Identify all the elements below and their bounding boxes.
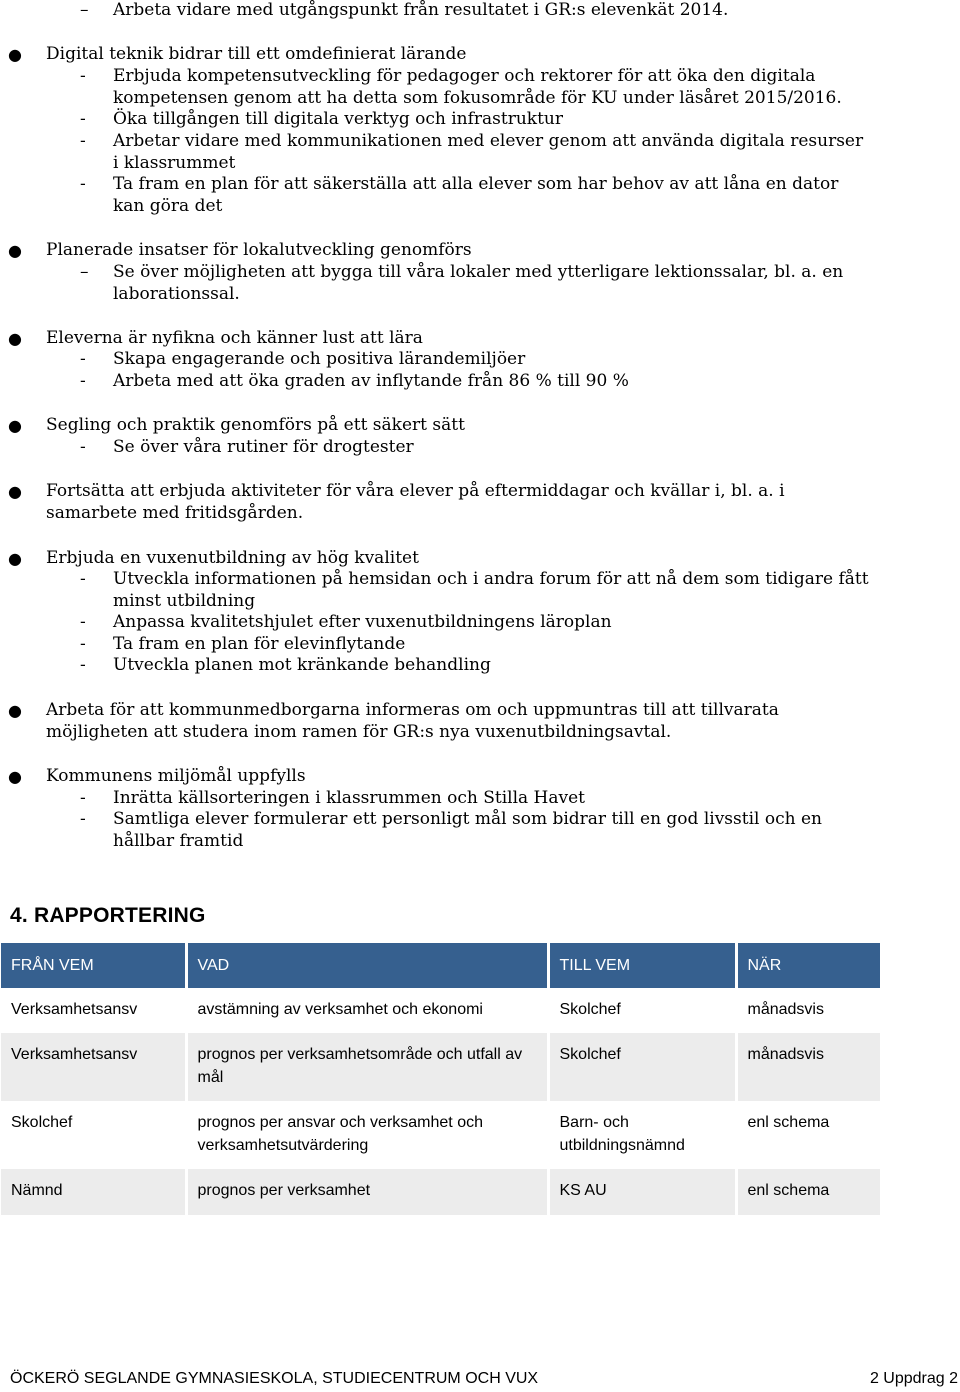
sub-item: - Erbjuda kompetensutveckling för pedagoger och rektorer för att öka den digitala kompetensen genom att ha detta som fokusområde för KU under läsåret 2015/2016.	[80, 66, 842, 108]
table-cell: Barn- och utbildningsnämnd	[548, 1101, 736, 1169]
page-footer	[10, 1370, 958, 1388]
sub-item: - Inrätta källsorteringen i klassrummen och Stilla Havet	[80, 788, 586, 808]
sub-item: - Skapa engagerande och positiva lärandemiljöer	[80, 349, 526, 369]
table-cell: Nämnd	[1, 1169, 186, 1215]
section-heading: 4. RAPPORTERING	[10, 904, 206, 927]
sub-item: - Utveckla planen mot kränkande behandling	[80, 655, 491, 675]
bullet-item: ● Arbeta för att kommunmedborgarna informeras om och uppmuntras till att tillvarata möjligheten att studera inom ramen för GR:s nya vuxenutbildningsavtal.	[8, 700, 779, 742]
table-row	[1, 1033, 880, 1101]
table-cell: prognos per ansvar och verksamhet och verksamhetsutvärdering	[186, 1101, 548, 1169]
bullet-item: ● Eleverna är nyfikna och känner lust att lära	[8, 328, 423, 348]
table-row	[1, 1101, 880, 1169]
page-number: 2 Uppdrag 2	[869, 1370, 958, 1387]
sub-item: - Anpassa kvalitetshjulet efter vuxenutbildningens läroplan	[80, 612, 612, 632]
bullet-item: ● Segling och praktik genomförs på ett säkert sätt	[8, 415, 465, 435]
bullet-item: ● Fortsätta att erbjuda aktiviteter för våra elever på eftermiddagar och kvällar i, bl. a. i samarbete med fritidsgården.	[8, 481, 785, 523]
table-cell: Skolchef	[548, 988, 736, 1033]
sub-item: - Samtliga elever formulerar ett personligt mål som bidrar till en god livsstil och en hållbar framtid	[80, 809, 822, 851]
table-cell: prognos per verksamhetsområde och utfall av mål	[186, 1033, 548, 1101]
sub-item: – Se över möjligheten att bygga till våra lokaler med ytterligare lektionssalar, bl. a. en laborationssal.	[80, 262, 844, 304]
table-row	[1, 988, 880, 1033]
table-cell: enl schema	[736, 1169, 880, 1215]
table-cell: Skolchef	[548, 1033, 736, 1101]
table-cell: månadsvis	[747, 1001, 824, 1018]
column-header: TILL VEM	[548, 943, 736, 988]
bullet-item: ● Digital teknik bidrar till ett omdefinierat lärande	[8, 44, 467, 64]
column-header: FRÅN VEM	[1, 943, 186, 988]
table-cell: månadsvis	[736, 1033, 880, 1101]
sub-item: - Utveckla informationen på hemsidan och i andra forum för att nå dem som tidigare fått minst utbildning	[80, 569, 869, 611]
table-cell: avstämning av verksamhet och ekonomi	[186, 988, 548, 1033]
footer-title: ÖCKERÖ SEGLANDE GYMNASIESKOLA, STUDIECENTRUM OCH VUX	[10, 1370, 539, 1387]
table-header-row	[1, 943, 880, 988]
table-cell: prognos per verksamhet	[186, 1169, 548, 1215]
bullet-item: ● Kommunens miljömål uppfylls	[8, 766, 306, 786]
table-cell: Skolchef	[1, 1101, 186, 1169]
column-header: VAD	[186, 943, 548, 988]
sub-item: - Arbetar vidare med kommunikationen med elever genom att använda digitala resurser i klassrummet	[80, 131, 864, 173]
table-cell: enl schema	[747, 1114, 830, 1131]
table-cell: Verksamhetsansv	[1, 1033, 186, 1101]
column-header: NÄR	[736, 943, 880, 988]
list-item: – Arbeta vidare med utgångspunkt från resultatet i GR:s elevenkät 2014.	[80, 0, 729, 20]
sub-item: - Ta fram en plan för elevinflytande	[80, 634, 406, 654]
sub-item: - Ta fram en plan för att säkerställa att alla elever som har behov av att låna en dator kan göra det	[80, 174, 839, 216]
reporting-table	[1, 943, 880, 1215]
sub-item: - Öka tillgången till digitala verktyg och infrastruktur	[80, 109, 564, 129]
table-cell: Verksamhetsansv	[1, 988, 186, 1033]
bullet-item: ● Planerade insatser för lokalutveckling genomförs	[8, 240, 472, 260]
table-cell: KS AU	[548, 1169, 736, 1215]
sub-item: - Se över våra rutiner för drogtester	[80, 437, 414, 457]
sub-item: - Arbeta med att öka graden av inflytande från 86 % till 90 %	[80, 371, 629, 391]
table-row	[1, 1169, 880, 1215]
bullet-item: ● Erbjuda en vuxenutbildning av hög kvalitet	[8, 548, 419, 568]
